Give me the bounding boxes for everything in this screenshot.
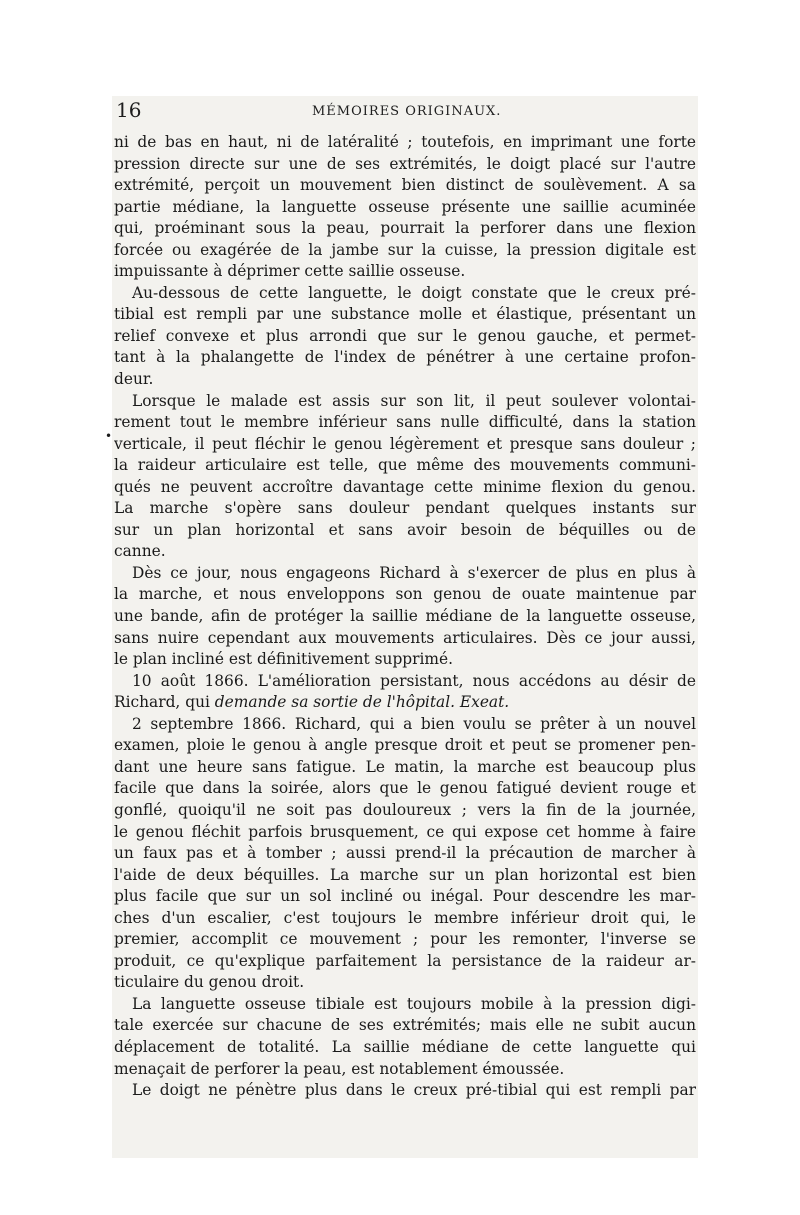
text-line: canne.: [114, 542, 166, 561]
text-line: verticale, il peut fléchir le genou légèrement et presque sans douleur ;: [114, 434, 696, 453]
text-line: plus facile que sur un sol incliné ou inégal. Pour descendre les mar-: [114, 887, 696, 906]
running-title: MÉMOIRES ORIGINAUX.: [312, 104, 502, 119]
text-line: La languette osseuse tibiale est toujours mobile à la pression digi-: [132, 994, 696, 1013]
body-text: [114, 132, 696, 1102]
text-line: facile que dans la soirée, alors que le genou fatigué devient rouge et: [114, 779, 696, 798]
text-line: sur un plan horizontal et sans avoir besoin de béquilles ou de: [114, 520, 696, 539]
text-line: sans nuire cependant aux mouvements articulaires. Dès ce jour aussi,: [114, 628, 696, 647]
text-line: la marche, et nous enveloppons son genou de ouate maintenue par: [114, 585, 696, 604]
text-line: 10 août 1866. L'amélioration persistant, nous accédons au désir de: [132, 671, 696, 690]
text-line: partie médiane, la languette osseuse présente une saillie acuminée: [114, 197, 696, 216]
text-line: gonflé, quoiqu'il ne soit pas douloureux ; vers la fin de la journée,: [114, 800, 696, 819]
text-line: premier, accomplit ce mouvement ; pour les remonter, l'inverse se: [114, 930, 696, 949]
page-header: [116, 98, 696, 126]
text-line: produit, ce qu'explique parfaitement la persistance de la raideur ar-: [114, 951, 696, 970]
text-line: tant à la phalangette de l'index de pénétrer à une certaine profon-: [114, 348, 696, 367]
text-line: La marche s'opère sans douleur pendant quelques instants sur: [114, 499, 696, 518]
text-line: Le doigt ne pénètre plus dans le creux pré-tibial qui est rempli par: [132, 1081, 696, 1100]
text-line: Lorsque le malade est assis sur son lit, il peut soulever volontai-: [132, 391, 696, 410]
text-line: rement tout le membre inférieur sans nulle difficulté, dans la station: [114, 413, 696, 432]
text-line: déplacement de totalité. La saillie médiane de cette languette qui: [114, 1037, 696, 1056]
text-line: qués ne peuvent accroître davantage cette minime flexion du genou.: [114, 477, 696, 496]
text-line: ches d'un escalier, c'est toujours le membre inférieur droit qui, le: [114, 908, 696, 927]
book-page: [112, 96, 698, 1158]
text-line: 2 septembre 1866. Richard, qui a bien voulu se prêter à un nouvel: [132, 714, 696, 733]
text-line: extrémité, perçoit un mouvement bien distinct de soulèvement. A sa: [114, 176, 696, 195]
text-line: Dès ce jour, nous engageons Richard à s'exercer de plus en plus à: [132, 563, 696, 582]
text-line: une bande, afin de protéger la saillie médiane de la languette osseuse,: [114, 607, 696, 626]
text-line: Au-dessous de cette languette, le doigt constate que le creux pré-: [132, 283, 696, 302]
text-line: tale exercée sur chacune de ses extrémités; mais elle ne subit aucun: [114, 1016, 696, 1035]
text-segment: Richard, qui: [114, 693, 215, 712]
text-line: relief convexe et plus arrondi que sur le genou gauche, et permet-: [114, 326, 696, 345]
margin-mark: •: [105, 429, 113, 443]
text-line: ni de bas en haut, ni de latéralité ; toutefois, en imprimant une forte: [114, 133, 696, 151]
text-line: pression directe sur une de ses extrémités, le doigt placé sur l'autre: [114, 154, 696, 173]
text-line: examen, ploie le genou à angle presque droit et peut se promener pen-: [114, 736, 696, 755]
text-line: tibial est rempli par une substance molle et élastique, présentant un: [114, 305, 696, 324]
text-line: impuissante à déprimer cette saillie osseuse.: [114, 262, 466, 281]
text-line: qui, proéminant sous la peau, pourrait la perforer dans une flexion: [114, 219, 696, 238]
text-line: dant une heure sans fatigue. Le matin, la marche est beaucoup plus: [114, 757, 696, 776]
text-line: [114, 692, 696, 714]
text-line: l'aide de deux béquilles. La marche sur un plan horizontal est bien: [114, 865, 696, 884]
italic-text: demande sa sortie de l'hôpital. Exeat.: [214, 693, 510, 712]
text-line: deur.: [114, 370, 154, 389]
text-line: la raideur articulaire est telle, que même des mouvements communi-: [114, 456, 696, 475]
text-line: le genou fléchit parfois brusquement, ce qui expose cet homme à faire: [114, 822, 696, 841]
text-line: menaçait de perforer la peau, est notablement émoussée.: [114, 1059, 565, 1078]
text-line: forcée ou exagérée de la jambe sur la cuisse, la pression digitale est: [114, 240, 696, 259]
text-line: le plan incliné est définitivement supprimé.: [114, 650, 454, 669]
text-line: un faux pas et à tomber ; aussi prend-il la précaution de marcher à: [114, 844, 696, 863]
text-line: ticulaire du genou droit.: [114, 973, 305, 992]
page-number: 16: [116, 98, 142, 122]
